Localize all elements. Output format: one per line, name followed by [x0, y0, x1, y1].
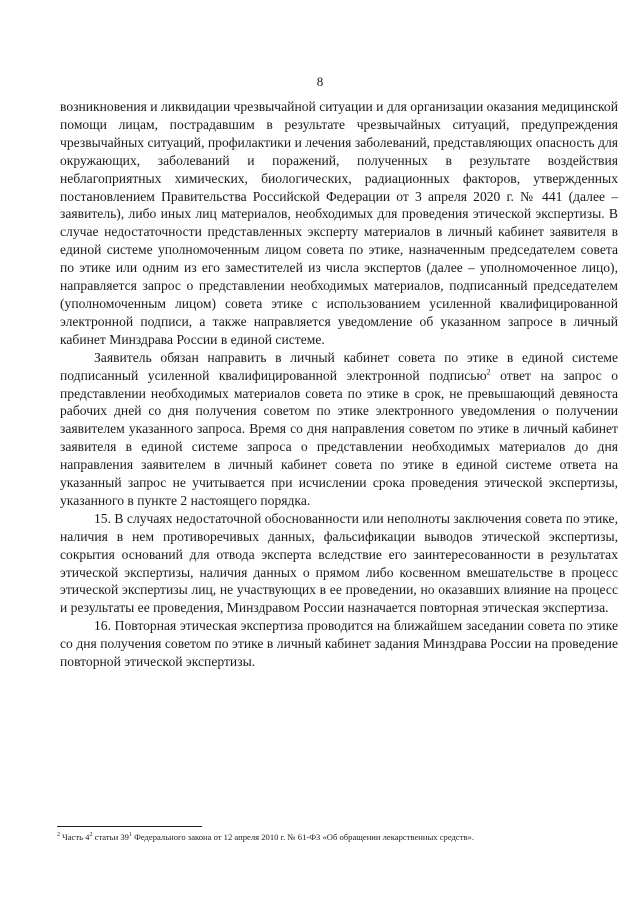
footnote-superscript: 1 [128, 832, 132, 839]
footnote-text: статьи 39 [92, 832, 129, 842]
footnote-marker: 2 [57, 832, 60, 839]
footnote-reference[interactable]: 2 [486, 367, 491, 377]
paragraph-text: ответ на запрос о представлении необходимых материалов совета по этике в срок, не превышающий девяноста рабочих дней со дня получения советом по этике электронного уведомления о получении заявителем указанного запроса. Время со дня направления советом по этике в личный кабинет заявителя в единой системе запроса о представлении необходимых материалов до дня направления заявителем в личный кабинет совета по этике в единой системе ответа на указанный запрос не учитывается при исчислении срока проведения этической экспертизы, указанного в пункте 2 настоящего порядка. [60, 367, 618, 508]
footnote-divider [57, 826, 202, 827]
paragraph-text: 15. В случаях недостаточной обоснованности или неполноты заключения совета по этике, наличия в нем противоречивых данных, фальсификации выводов этической экспертизы, сокрытия оснований для отвода эксперта вследствие его заинтересованности в результатах этической экспертизы, наличия данных о прямом либо косвенном вмешательстве в процесс этической экспертизы лиц, не участвующих в ее проведении, но оказавших влияние на процесс и результаты ее проведения, Минздравом России назначается повторная этическая экспертиза. [60, 510, 618, 616]
paragraph-text: возникновения и ликвидации чрезвычайной ситуации и для организации оказания медицинской помощи лицам, пострадавшим в результате чрезвычайных ситуаций, предупреждения чрезвычайных ситуаций, профилактики и лечения заболеваний, представляющих опасность для окружающих, заболеваний и поражений, полученных в результате воздействия неблагоприятных химических, биологических, радиационных факторов, утвержденных постановлением Правительства Российской Федерации от 3 апреля 2020 г. № 441 (далее – заявитель), либо иных лиц материалов, необходимых для проведения этической экспертизы. В случае недостаточности представленных эксперту материалов в личный кабинет заявителя в единой системе уполномоченным лицом совета по этике, назначенным председателем совета по этике или одним из его заместителей из числа экспертов (далее – уполномоченное лицо), направляется запрос о представлении необходимых материалов, подписанный председателем (уполномоченным лицом) совета этике с использованием усиленной квалифицированной электронной подписи, а также направляется уведомление об указанном запросе в личный кабинет Минздрава России в единой системе. [60, 99, 618, 347]
page-number: 8 [316, 74, 324, 89]
footnote-superscript: 2 [89, 832, 93, 839]
footnote [57, 832, 617, 843]
document-body [60, 98, 618, 671]
paragraph-text: 16. Повторная этическая экспертиза проводится на ближайшем заседании совета по этике со дня получения советом по этике в личный кабинет задания Минздрава России на проведение повторной этической экспертизы. [60, 618, 618, 670]
paragraph-item-15 [60, 510, 618, 617]
paragraph-applicant-obligation [60, 349, 618, 510]
paragraph-continuation [60, 98, 618, 349]
paragraph-text: Заявитель обязан направить в личный кабинет совета по этике в единой системе подписанный усиленной квалифицированной электронной подписью [60, 349, 618, 383]
footnote-text: Федерального закона от 12 апреля 2010 г. № 61-ФЗ «Об обращении лекарственных средств». [131, 832, 474, 842]
paragraph-item-16 [60, 617, 618, 671]
footnote-text: Часть 4 [60, 832, 90, 842]
